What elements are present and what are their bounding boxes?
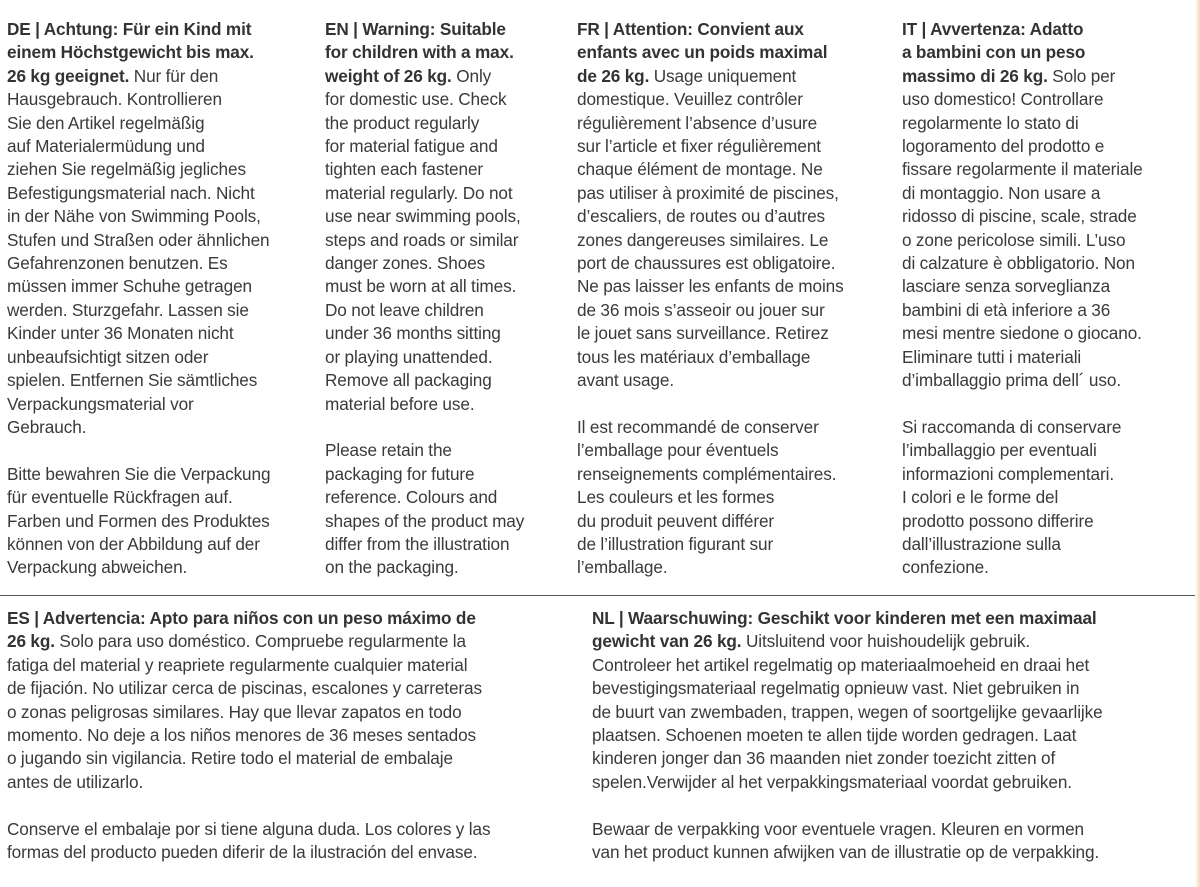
section-it [902,18,1197,580]
warning-heading-it: IT | Avvertenza: Adatto a bambini con un peso massimo di 26 kg. [902,19,1086,86]
packaging-note-it: Si raccomanda di conservare l’imballaggio per eventuali informazioni complementari. I colori e le forme del prodotto possono differire dall’illustrazione sulla confezione. [902,416,1122,578]
section-es [7,607,577,864]
warning-body-nl: Uitsluitend voor huishoudelijk gebruik. Controleer het artikel regelmatig op materiaalmoeheid en draai het bevestigingsmateriaal regelmatig opnieuw vast. Niet gebruiken in de buurt van zwembaden, trappen, wegen of soortgelijke gevaarlijke plaatsen. Schoenen moeten te allen tijde worden gedragen. Laat kinderen jonger dan 36 maanden niet zonder toezicht zitten of spelen.Verwijder al het verpakkingsmateriaal voordat gebruiken. [592,631,1103,792]
warning-body-fr: Usage uniquement domestique. Veuillez contrôler régulièrement l’absence d’usure sur l’article et fixer régulièrement chaque élément de montage. Ne pas utiliser à proximité de piscines, d’escaliers, de routes ou d’autres zones dangereuses similaires. Le port de chaussures est obligatoire. Ne pas laisser les enfants de moins de 36 mois s’asseoir ou jouer sur le jouet sans surveillance. Retirez tous les matériaux d’emballage avant usage. [577,65,844,391]
packaging-note-de: Bitte bewahren Sie die Verpackung für eventuelle Rückfragen auf. Farben und Formen des Produktes können von der Abbildung auf der Verpackung abweichen. [7,463,271,578]
warning-body-it: Solo per uso domestico! Controllare regolarmente lo stato di logoramento del prodotto e fissare regolarmente il materiale di montaggio. Non usare a ridosso di piscine, scale, strade o zone pericolose simili. L’uso di calzature è obbligatorio. Non lasciare senza sorveglianza bambini di età inferiore a 36 mesi mentre siedone o giocano. Eliminare tutti i materiali d’imballaggio prima dell´ uso. [902,65,1143,391]
section-nl [592,607,1192,864]
warning-body-de: Nur für den Hausgebrauch. Kontrollieren Sie den Artikel regelmäßig auf Materialermüdung und ziehen Sie regelmäßig jegliches Befestigungsmaterial nach. Nicht in der Nähe von Swimming Pools, Stufen und Straßen oder ähnlichen Gefahrenzonen benutzen. Es müssen immer Schuhe getragen werden. Sturzgefahr. Lassen sie Kinder unter 36 Monaten nicht unbeaufsichtigt sitzen oder spielen. Entfernen Sie sämtliches Verpackungsmaterial vor Gebrauch. [7,65,270,437]
warning-heading-fr: FR | Attention: Convient aux enfants avec un poids maximal de 26 kg. [577,19,828,86]
section-de [7,18,317,580]
warning-heading-nl: NL | Waarschuwing: Geschikt voor kinderen met een maximaal gewicht van 26 kg. [592,608,1097,652]
packaging-note-es: Conserve el embalaje por si tiene alguna duda. Los colores y las formas del producto pueden diferir de la ilustración del envase. [7,818,491,863]
warning-body-en: Only for domestic use. Check the product regularly for material fatigue and tighten each fastener material regularly. Do not use near swimming pools, steps and roads or similar danger zones. Shoes must be worn at all times. Do not leave children under 36 months sitting or playing unattended. Remove all packaging material before use. [325,65,521,414]
warning-heading-de: DE | Achtung: Für ein Kind mit einem Höchstgewicht bis max. 26 kg geeignet. [7,19,254,86]
packaging-note-fr: Il est recommandé de conserver l’emballage pour éventuels renseignements complémentaires. Les couleurs et les formes du produit peuvent différer de l’illustration figurant sur l’emballage. [577,416,837,578]
packaging-note-en: Please retain the packaging for future reference. Colours and shapes of the product may differ from the illustration on the packaging. [325,440,525,578]
warning-heading-en: EN | Warning: Suitable for children with a max. weight of 26 kg. [325,19,514,86]
section-divider [0,595,1195,596]
section-fr [577,18,897,580]
page-edge-shade [1195,0,1200,887]
section-en [325,18,570,580]
packaging-note-nl: Bewaar de verpakking voor eventuele vragen. Kleuren en vormen van het product kunnen afwijken van de illustratie op de verpakking. [592,818,1100,863]
warning-heading-es: ES | Advertencia: Apto para niños con un peso máximo de 26 kg. [7,608,476,652]
warning-body-es: Solo para uso doméstico. Compruebe regularmente la fatiga del material y reapriete regularmente cualquier material de fijación. No utilizar cerca de piscinas, escalones y carreteras o zonas peligrosas similares. Hay que llevar zapatos en todo momento. No deje a los niños menores de 36 meses sentados o jugando sin vigilancia. Retire todo el material de embalaje antes de utilizarlo. [7,631,482,792]
